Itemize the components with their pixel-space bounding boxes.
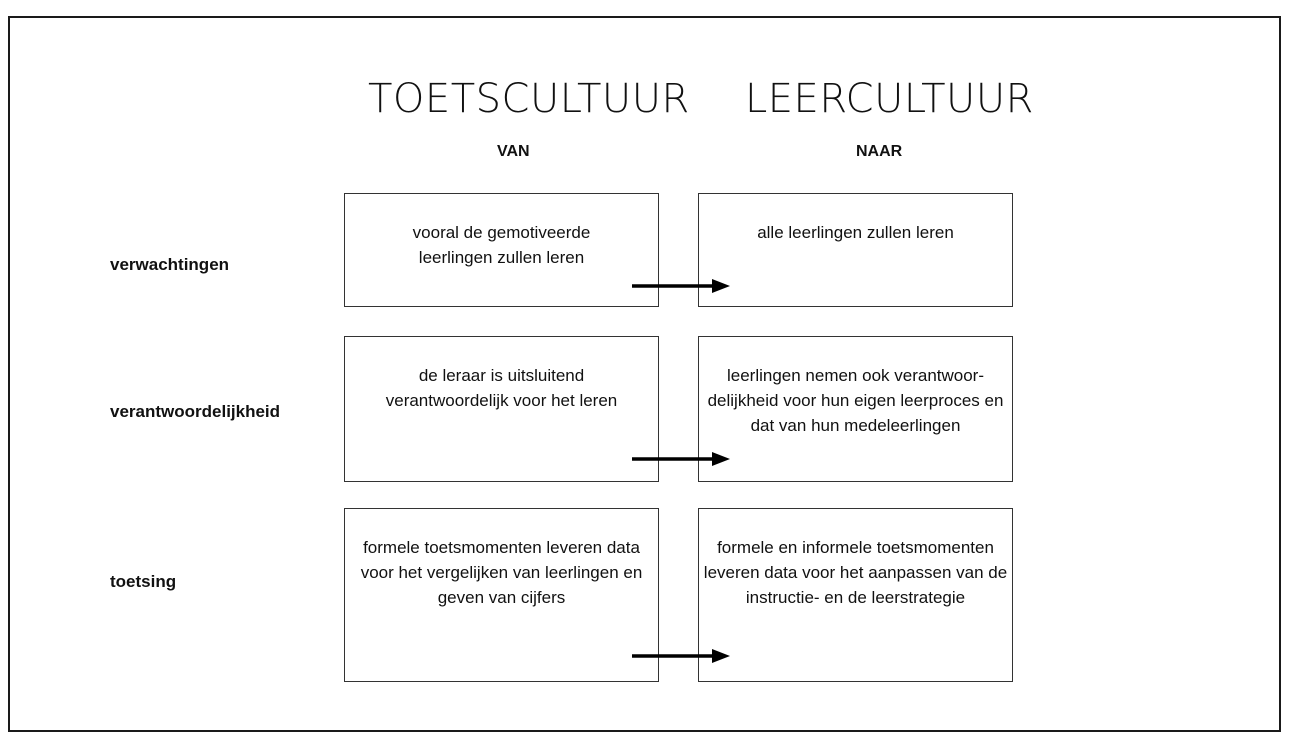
from-text-verantwoordelijkheid: de leraar is uitsluitend verantwoordelijk voor het leren [385, 366, 618, 410]
arrow-icon [632, 278, 730, 294]
from-box-verwachtingen [344, 193, 659, 307]
from-box-toetsing [344, 508, 659, 682]
to-text-toetsing: formele en informele toetsmomenten leveren data voor het aanpassen van de instructie- en de leerstrategie [703, 538, 1008, 607]
arrow-icon [632, 451, 730, 467]
title-leercultuur: LEERCULTUUR [745, 76, 1034, 122]
from-text-toetsing: formele toetsmomenten leveren data voor het vergelijken van leerlingen en geven van cijfers [360, 538, 643, 607]
column-header-naar: NAAR [856, 143, 903, 160]
from-text-verwachtingen: vooral de gemotiveerde leerlingen zullen leren [412, 223, 591, 267]
arrow-icon [632, 648, 730, 664]
row-label-verwachtingen: verwachtingen [110, 255, 230, 274]
to-box-verantwoordelijkheid [698, 336, 1013, 482]
to-text-verantwoordelijkheid: leerlingen nemen ook verantwoor-delijkheid voor hun eigen leerproces en dat van hun medeleerlingen [707, 366, 1004, 435]
to-box-verwachtingen [698, 193, 1013, 307]
column-header-van: VAN [497, 143, 530, 160]
to-box-toetsing [698, 508, 1013, 682]
row-label-toetsing: toetsing [110, 572, 177, 591]
from-box-verantwoordelijkheid [344, 336, 659, 482]
to-text-verwachtingen: alle leerlingen zullen leren [757, 223, 954, 242]
row-label-verantwoordelijkheid: verantwoordelijkheid [110, 402, 281, 421]
title-toetscultuur: TOETSCULTUUR [368, 76, 690, 122]
